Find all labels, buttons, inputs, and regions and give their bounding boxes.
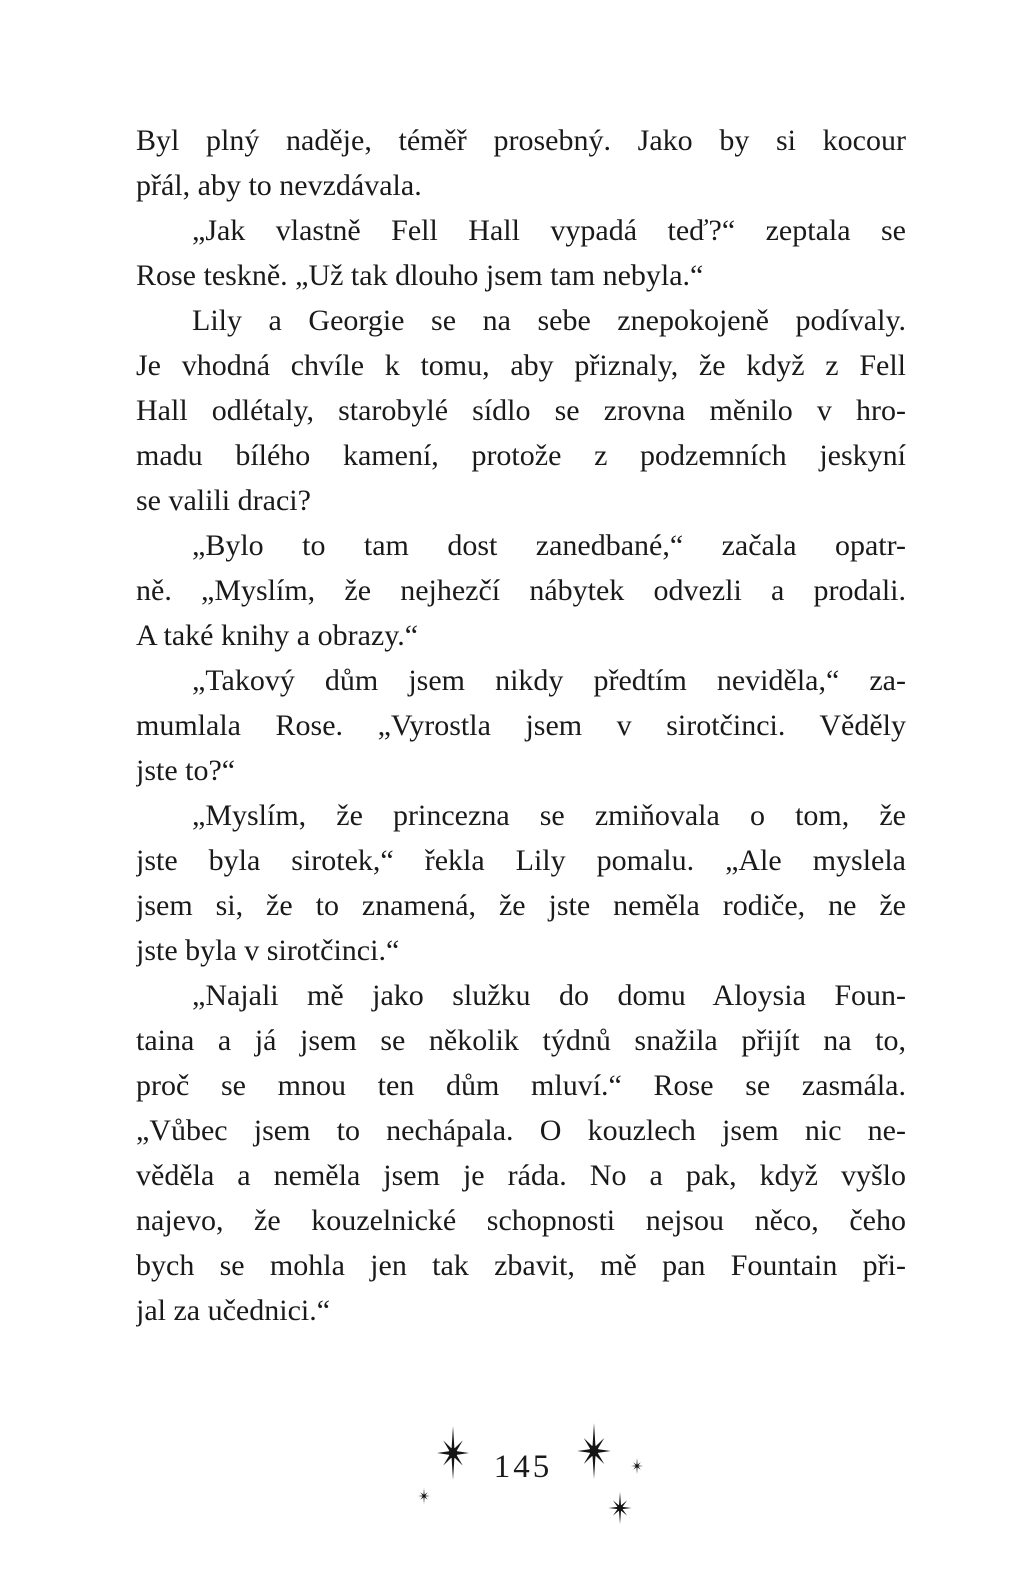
text-line: „Bylo to tam dost zanedbané,“ začala opatr- [192,529,906,562]
text-line: věděla a neměla jsem je ráda. No a pak, když vyšlo [136,1159,906,1192]
page-number: 145 [493,1449,553,1485]
text-line: proč se mnou ten dům mluví.“ Rose se zasmála. [136,1069,906,1102]
sparkle-star-icon [605,1492,635,1524]
text-line: „Jak vlastně Fell Hall vypadá teď?“ zeptala se [192,214,906,247]
text-line: bych se mohla jen tak zbavit, mě pan Fountain při- [136,1249,906,1282]
text-line: Lily a Georgie se na sebe znepokojeně podívaly. [192,304,906,337]
sparkle-star-icon [416,1488,432,1504]
sparkle-star-icon [572,1423,616,1479]
text-line: Je vhodná chvíle k tomu, aby přiznaly, že když z Fell [136,349,906,382]
sparkle-star-icon [629,1458,645,1474]
text-line: Rose teskně. „Už tak dlouho jsem tam nebyla.“ [136,259,704,292]
text-line: Byl plný naděje, téměř prosebný. Jako by si kocour [136,124,906,157]
text-line: taina a já jsem se několik týdnů snažila přijít na to, [136,1024,906,1057]
text-line: jal za učednici.“ [136,1294,331,1327]
text-line: „Myslím, že princezna se zmiňovala o tom, že [192,799,906,832]
sparkle-star-icon [432,1426,474,1480]
text-line: „Takový dům jsem nikdy předtím neviděla,“ za- [192,664,906,697]
text-line: ně. „Myslím, že nejhezčí nábytek odvezli a prodali. [136,574,906,607]
text-line: A také knihy a obrazy.“ [136,619,419,652]
text-line: se valili draci? [136,484,311,517]
text-line: jste to?“ [136,754,236,787]
text-line: jste byla v sirotčinci.“ [136,934,400,967]
text-line: „Vůbec jsem to nechápala. O kouzlech jsem nic ne- [136,1114,906,1147]
text-line: najevo, že kouzelnické schopnosti nejsou něco, čeho [136,1204,906,1237]
text-line: jste byla sirotek,“ řekla Lily pomalu. „Ale myslela [136,844,906,877]
page-text [136,118,906,1333]
text-line: přál, aby to nevzdávala. [136,169,422,202]
text-line: jsem si, že to znamená, že jste neměla rodiče, ne že [136,889,906,922]
text-line: Hall odlétaly, starobylé sídlo se zrovna měnilo v hro- [136,394,906,427]
text-line: mumlala Rose. „Vyrostla jsem v sirotčinci. Věděly [136,709,906,742]
text-line: madu bílého kamení, protože z podzemních jeskyní [136,439,906,472]
text-line: „Najali mě jako služku do domu Aloysia Foun- [192,979,906,1012]
